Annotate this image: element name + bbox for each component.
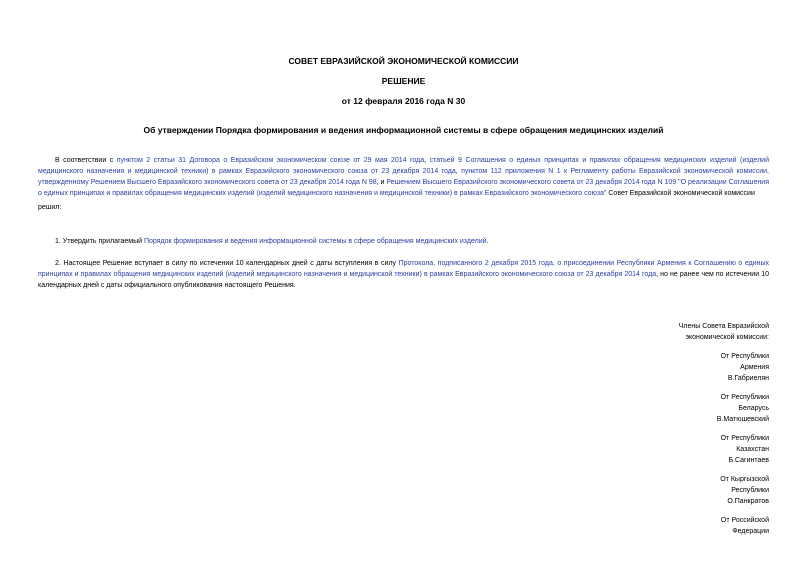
signature-country-line: От Республики — [720, 394, 769, 401]
item-1-text-2: . — [486, 238, 489, 245]
document-title: Об утверждении Порядка формирования и ведения информационной системы в сфере обращения медицинских изделий — [143, 125, 664, 135]
signature-name: В.Матюшевский — [716, 416, 769, 423]
item-1-paragraph — [38, 236, 769, 247]
signature-country-line: Казахстан — [736, 446, 769, 453]
signature-country-line: От Республики — [720, 435, 769, 442]
link-procedure[interactable]: Порядок формирования и ведения информационной системы в сфере обращения медицинских изделий — [143, 238, 487, 245]
signature-block-armenia — [549, 351, 769, 384]
item-2-paragraph — [38, 258, 769, 291]
signature-country-line: От Кыргызской — [720, 476, 769, 483]
signature-country-line: Республики — [731, 487, 769, 494]
item-2-text-1: 2. Настоящее Решение вступает в силу по истечении 10 календарных дней с даты вступления в силу — [55, 260, 399, 267]
preamble-text-1: В соответствии с — [55, 157, 117, 164]
signature-block-kyrgyzstan — [549, 474, 769, 507]
signature-block-belarus — [549, 392, 769, 425]
signature-name: О.Панкратов — [727, 498, 769, 505]
preamble-text-4: , и — [376, 179, 387, 186]
signature-country-line: Армения — [740, 364, 769, 371]
preamble-text-5: Совет Евразийской экономической комиссии — [606, 190, 755, 197]
item-2-text-2: , но не ранее чем по истечении 10 календарных дней с даты официального опубликования настоящего Решения. — [38, 271, 769, 289]
signature-name: Б.Сагинтаев — [728, 457, 769, 464]
preamble-text-3: , — [455, 168, 462, 175]
signatures-intro-line: экономической комиссии: — [685, 334, 769, 341]
signature-name: В.Габриелян — [727, 375, 769, 382]
decided-label: решил: — [38, 204, 62, 211]
link-decision-109[interactable]: Решением Высшего Евразийского экономического совета от 23 декабря 2014 года N 109 "О реализации Соглашения о единых принципах и правилах обращения медицинских изделий (изделий медицинского назначения и медицинской техники) в рамках Евразийского экономического союза" — [38, 179, 769, 197]
document-type: РЕШЕНИЕ — [381, 76, 426, 86]
document-date-number: от 12 февраля 2016 года N 30 — [341, 96, 466, 106]
signature-block-kazakhstan — [549, 433, 769, 466]
signature-country-line: Федерации — [732, 528, 769, 535]
preamble-text-2: , — [424, 157, 430, 164]
issuing-body: СОВЕТ ЕВРАЗИЙСКОЙ ЭКОНОМИЧЕСКОЙ КОМИССИИ — [288, 56, 519, 66]
signatures-intro — [549, 321, 769, 343]
item-1-text-1: 1. Утвердить прилагаемый — [55, 238, 144, 245]
signatures-intro-line: Члены Совета Евразийской — [678, 323, 769, 330]
signature-country-line: От Республики — [720, 353, 769, 360]
signature-block-russia — [549, 515, 769, 537]
link-protocol[interactable]: Протокола, подписанного 2 декабря 2015 года, о присоединении Республики Армения к Соглашению о единых принципах и правилах обращения медицинских изделий (изделий медицинского назначения и медицинской техники) в рамках Евразийского экономического союза от 23 декабря 2014 года — [38, 260, 770, 278]
signature-country-line: От Российской — [720, 517, 769, 524]
link-treaty-article-31[interactable]: пунктом 2 статьи 31 Договора о Евразийском экономическом союзе от 29 мая 2014 года — [116, 157, 425, 164]
preamble-paragraph — [38, 155, 769, 199]
link-agreement-article-9[interactable]: статьей 9 Соглашения о единых принципах и правилах обращения медицинских изделий (изделий медицинского назначения и медицинской техники) в рамках Евразийского экономического союза от 23 декабря 2014 года — [38, 157, 769, 175]
link-regulation-item-112[interactable]: пунктом 112 приложения N 1 к Регламенту работы Евразийской экономической комиссии, утвержденному Решением Высшего Евразийского экономического совета от 23 декабря 2014 года N 98 — [38, 168, 769, 186]
signature-country-line: Беларусь — [738, 405, 769, 412]
